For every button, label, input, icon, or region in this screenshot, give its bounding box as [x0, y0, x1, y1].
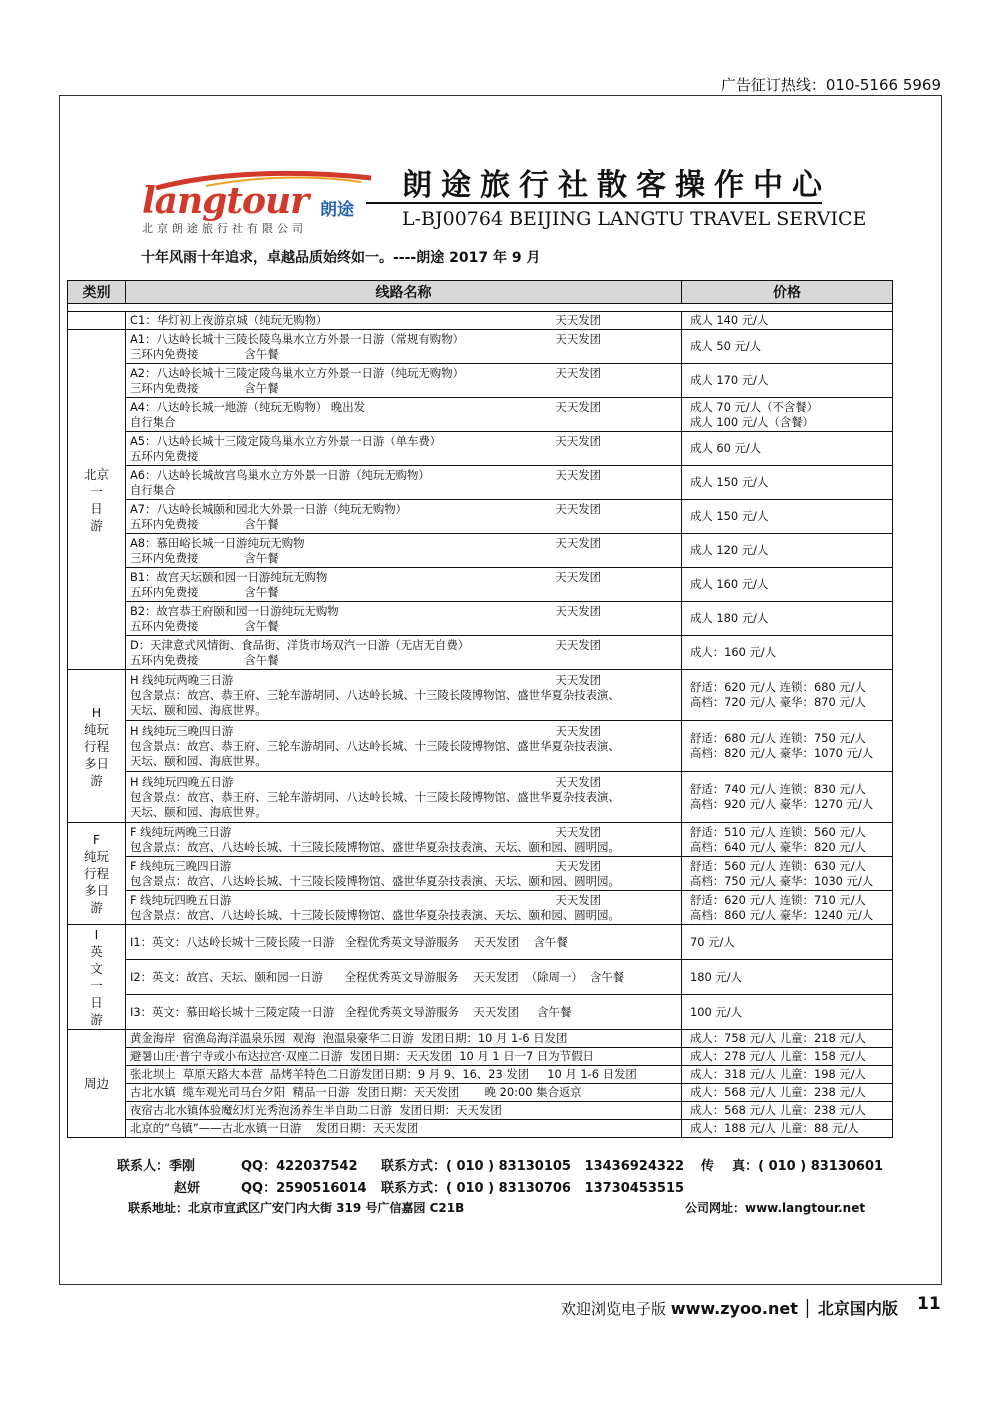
route-name: F 线纯玩三晚四日游: [130, 858, 232, 873]
table-row: A5：八达岭长城十三陵定陵鸟巢水立方外景一日游（单车费） 天天发团 五环内免费接 成人 60 元/人: [68, 432, 893, 466]
header-route: 线路名称: [126, 281, 682, 304]
route-price: 成人 150 元/人: [682, 500, 893, 534]
table-row: F 线纯玩四晚五日游 天天发团 包含景点：故宫、八达岭长城、十三陵长陵博物馆、盛世华夏杂技表演、天坛、颐和园、圆明园。 舒适：620 元/人 连锁：710 元/人 高档：860 元/人 豪华：1240 元/人: [68, 891, 893, 925]
route-departure: 天天发团: [555, 313, 601, 327]
route-name: D：天津意式风情街、食品街、洋货市场双汽一日游（无店无自费）: [130, 637, 470, 652]
route-name: 古北水镇 缆车观光司马台夕阳 精品一日游 发团日期：天天发团 晚 20:00 集合返京: [126, 1084, 682, 1102]
logo-text: langtour: [142, 180, 309, 222]
category-h: H 纯玩 行程 多日 游: [68, 670, 126, 823]
table-row: A6：八达岭长城故宫鸟巢水立方外景一日游（纯玩无购物） 天天发团 自行集合 成人 150 元/人: [68, 466, 893, 500]
route-price: 舒适：560 元/人 连锁：630 元/人 高档：750 元/人 豪华：1030 元/人: [682, 857, 893, 891]
title-cn: 朗途旅行社散客操作中心: [402, 168, 831, 203]
route-name: 避暑山庄·普宁寺或小布达拉宫·双座二日游 发团日期：天天发团 10 月 1 日一7 日为节假日: [126, 1048, 682, 1066]
route-name: B1：故宫天坛颐和园一日游纯玩无购物: [130, 569, 328, 584]
table-row: A7：八达岭长城颐和园北大外景一日游（纯玩无购物） 天天发团 五环内免费接 含午餐 成人 150 元/人: [68, 500, 893, 534]
table-row: [68, 1066, 893, 1084]
route-price: 成人：160 元/人: [682, 636, 893, 670]
table-row: B1：故宫天坛颐和园一日游纯玩无购物 天天发团 五环内免费接 含午餐 成人 160 元/人: [68, 568, 893, 602]
route-name: I3：英文：慕田峪长城十三陵定陵一日游 全程优秀英文导游服务 天天发团 含午餐: [126, 995, 682, 1030]
footer-site-link[interactable]: www.zyoo.net: [670, 1299, 798, 1318]
route-name: A6：八达岭长城故宫鸟巢水立方外景一日游（纯玩无购物）: [130, 467, 430, 482]
contact-person-1: 联系人：季刚: [117, 1159, 196, 1174]
route-name: A1：八达岭长城十三陵长陵鸟巢水立方外景一日游（常规有购物）: [130, 331, 464, 346]
title-divider: [366, 202, 822, 204]
category-i: I 英 文 一 日 游: [68, 925, 126, 1030]
route-price: 成人 150 元/人: [682, 466, 893, 500]
table-row: [68, 995, 893, 1030]
table-row: F 线纯玩三晚四日游 天天发团 包含景点：故宫、八达岭长城、十三陵长陵博物馆、盛世华夏杂技表演、天坛、颐和园、圆明园。 舒适：560 元/人 连锁：630 元/人 高档：750 元/人 豪华：1030 元/人: [68, 857, 893, 891]
contact-phone-2: 联系方式：( 010 ) 83130706 13730453515: [381, 1181, 685, 1196]
route-name: 夜宿古北水镇体验魔幻灯光秀泡汤养生半自助二日游 发团日期：天天发团: [126, 1102, 682, 1120]
table-header-row: [68, 281, 893, 304]
footer-welcome: 欢迎浏览电子版: [561, 1300, 667, 1318]
route-name: A2：八达岭长城十三陵定陵鸟巢水立方外景一日游（纯玩无购物）: [130, 365, 464, 380]
contact-phone-1: 联系方式：( 010 ) 83130105 13436924322: [381, 1159, 685, 1174]
contact-fax: 传 真：( 010 ) 83130601: [701, 1159, 884, 1174]
table-row: B2：故宫恭王府颐和园一日游纯玩无购物 天天发团 五环内免费接 含午餐 成人 180 元/人: [68, 602, 893, 636]
table-row: A4：八达岭长城一地游（纯玩无购物） 晚出发 天天发团 自行集合 成人 70 元/人（不含餐） 成人 100 元/人（含餐）: [68, 398, 893, 432]
route-price: 成人：278 元/人 儿童：158 元/人: [682, 1048, 893, 1066]
route-name: H 线纯玩三晚四日游: [130, 723, 234, 738]
route-name: C1：华灯初上夜游京城（纯玩无购物）: [130, 313, 328, 327]
route-price: 180 元/人: [682, 960, 893, 995]
category-zhoubian: 周边: [68, 1030, 126, 1138]
route-price: 舒适：620 元/人 连锁：680 元/人 高档：720 元/人 豪华：870 元/人: [682, 670, 893, 721]
table-row: H 线纯玩三晚四日游 天天发团 包含景点：故宫、恭王府、三轮车游胡同、八达岭长城、十三陵长陵博物馆、盛世华夏杂技表演、 天坛、颐和园、海底世界。 舒适：680 元/人 连锁：750 元/人 高档：820 元/人 豪华：1070 元/人: [68, 721, 893, 772]
route-price: 成人 60 元/人: [682, 432, 893, 466]
route-price: 成人 140 元/人: [682, 312, 893, 330]
company-name: 北京朗途旅行社有限公司: [142, 222, 307, 235]
route-name: B2：故宫恭王府颐和园一日游纯玩无购物: [130, 603, 339, 618]
route-price: 舒适：740 元/人 连锁：830 元/人 高档：920 元/人 豪华：1270 元/人: [682, 772, 893, 823]
route-name: I2：英文：故宫、天坛、颐和园一日游 全程优秀英文导游服务 天天发团 （除周一） 含午餐: [126, 960, 682, 995]
table-row: F 纯玩 行程 多日 游 F 线纯玩两晚三日游 天天发团 包含景点：故宫、八达岭长城、十三陵长陵博物馆、盛世华夏杂技表演、天坛、颐和园、圆明园。 舒适：510 元/人 连锁：560 元/人 高档：640 元/人 豪华：820 元/人: [68, 823, 893, 857]
table-row: [68, 925, 893, 960]
route-name: H 线纯玩两晚三日游: [130, 672, 234, 687]
table-row: [68, 1030, 893, 1048]
route-price: 成人：188 元/人 儿童：88 元/人: [682, 1120, 893, 1138]
price-table: [67, 280, 893, 1138]
route-name: A5：八达岭长城十三陵定陵鸟巢水立方外景一日游（单车费）: [130, 433, 442, 448]
route-price: 100 元/人: [682, 995, 893, 1030]
table-row: [68, 1102, 893, 1120]
route-name: F 线纯玩两晚三日游: [130, 824, 232, 839]
route-name: A4：八达岭长城一地游（纯玩无购物） 晚出发: [130, 399, 366, 414]
route-name: 黄金海岸 宿渔岛海洋温泉乐园 观海 泡温泉豪华二日游 发团日期：10 月 1-6 日发团: [126, 1030, 682, 1048]
table-row: A8：慕田峪长城一日游纯玩无购物 天天发团 三环内免费接 含午餐 成人 120 元/人: [68, 534, 893, 568]
title-en: L-BJ00764 BEIJING LANGTU TRAVEL SERVICE: [402, 208, 867, 230]
route-name: A8：慕田峪长城一日游纯玩无购物: [130, 535, 305, 550]
route-name: 北京的“乌镇”——古北水镇一日游 发团日期：天天发团: [126, 1120, 682, 1138]
route-price: 成人：568 元/人 儿童：238 元/人: [682, 1102, 893, 1120]
footer-section: │ 北京国内版: [802, 1299, 898, 1318]
ad-hotline: 广告征订热线：010-5166 5969: [720, 76, 941, 94]
route-name: A7：八达岭长城颐和园北大外景一日游（纯玩无购物）: [130, 501, 408, 516]
route-price: 成人：568 元/人 儿童：238 元/人: [682, 1084, 893, 1102]
route-name: I1：英文：八达岭长城十三陵长陵一日游 全程优秀英文导游服务 天天发团 含午餐: [126, 925, 682, 960]
route-price: 成人 170 元/人: [682, 364, 893, 398]
contact-address: 联系地址：北京市宣武区广安门内大街 319 号广信嘉园 C21B: [128, 1201, 465, 1215]
category-beijing: 北京 一 日 游: [68, 330, 126, 670]
route-name: F 线纯玩四晚五日游: [130, 892, 232, 907]
route-price: 成人：758 元/人 儿童：218 元/人: [682, 1030, 893, 1048]
table-row: [68, 960, 893, 995]
category-f: F 纯玩 行程 多日 游: [68, 823, 126, 925]
table-row: 北京 一 日 游 A1：八达岭长城十三陵长陵鸟巢水立方外景一日游（常规有购物） 天天发团 三环内免费接 含午餐 成人 50 元/人: [68, 330, 893, 364]
contact-qq-2: QQ：2590516014: [241, 1181, 367, 1196]
table-row: [68, 1084, 893, 1102]
contact-person-2: 赵妍: [174, 1181, 201, 1196]
slogan: 十年风雨十年追求，卓越品质始终如一。----朗途 2017 年 9 月: [141, 250, 541, 266]
table-row: H 纯玩 行程 多日 游 H 线纯玩两晚三日游 天天发团 包含景点：故宫、恭王府、三轮车游胡同、八达岭长城、十三陵长陵博物馆、盛世华夏杂技表演、 天坛、颐和园、海底世界。 舒适：620 元/人 连锁：680 元/人 高档：720 元/人 豪华：870 元/人: [68, 670, 893, 721]
route-price: 成人 50 元/人: [682, 330, 893, 364]
route-price: 成人 160 元/人: [682, 568, 893, 602]
table-row: A2：八达岭长城十三陵定陵鸟巢水立方外景一日游（纯玩无购物） 天天发团 三环内免费接 含午餐 成人 170 元/人: [68, 364, 893, 398]
route-price: 成人：318 元/人 儿童：198 元/人: [682, 1066, 893, 1084]
brand-logo: [86, 170, 366, 240]
table-row: [68, 312, 893, 330]
route-price: 舒适：510 元/人 连锁：560 元/人 高档：640 元/人 豪华：820 元/人: [682, 823, 893, 857]
company-website-link[interactable]: 公司网址：www.langtour.net: [685, 1201, 866, 1215]
route-name: H 线纯玩四晚五日游: [130, 774, 234, 789]
footer-info: [561, 1296, 898, 1319]
contact-qq-1: QQ：422037542: [241, 1159, 358, 1174]
route-price: 舒适：620 元/人 连锁：710 元/人 高档：860 元/人 豪华：1240 元/人: [682, 891, 893, 925]
table-row: [68, 1120, 893, 1138]
route-price: 70 元/人: [682, 925, 893, 960]
header-category: 类别: [68, 281, 126, 304]
table-row: H 线纯玩四晚五日游 天天发团 包含景点：故宫、恭王府、三轮车游胡同、八达岭长城、十三陵长陵博物馆、盛世华夏杂技表演、 天坛、颐和园、海底世界。 舒适：740 元/人 连锁：830 元/人 高档：920 元/人 豪华：1270 元/人: [68, 772, 893, 823]
table-row: [68, 1048, 893, 1066]
logo-cn-text: 朗途: [320, 200, 354, 220]
route-price: 成人 70 元/人（不含餐） 成人 100 元/人（含餐）: [682, 398, 893, 432]
route-price: 成人 120 元/人: [682, 534, 893, 568]
route-price: 成人 180 元/人: [682, 602, 893, 636]
table-row: D：天津意式风情街、食品街、洋货市场双汽一日游（无店无自费） 天天发团 五环内免费接 含午餐 成人：160 元/人: [68, 636, 893, 670]
route-price: 舒适：680 元/人 连锁：750 元/人 高档：820 元/人 豪华：1070 元/人: [682, 721, 893, 772]
page-number: 11: [917, 1294, 941, 1314]
header-price: 价格: [682, 281, 893, 304]
route-name: 张北坝上 草原天路大本营 品烤羊特色二日游发团日期：9 月 9、16、23 发团 10 月 1-6 日发团: [126, 1066, 682, 1084]
